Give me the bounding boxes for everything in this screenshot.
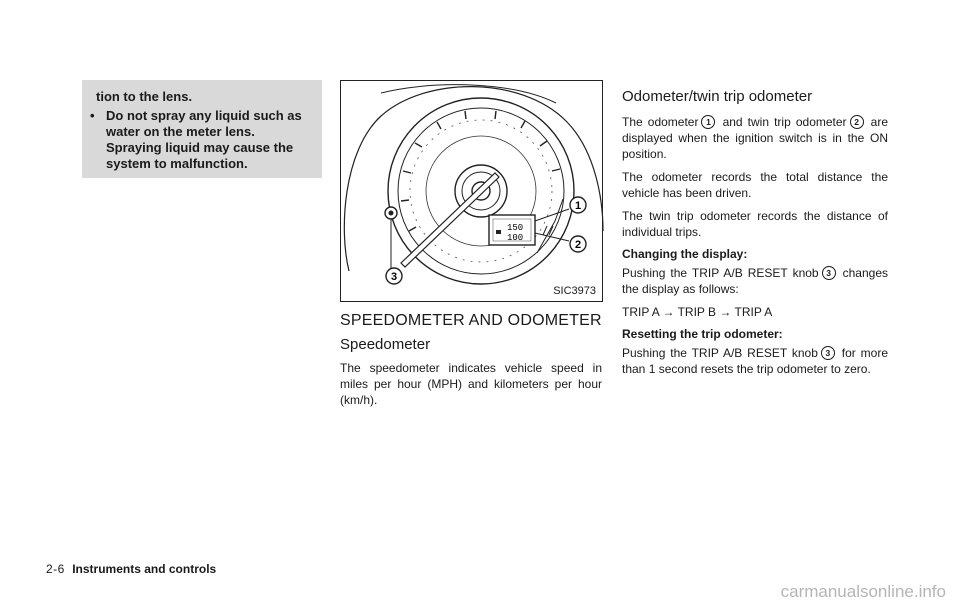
footer-section-name: Instruments and controls bbox=[72, 562, 217, 576]
display-line-2: 100 bbox=[507, 233, 524, 243]
callout-3-number: 3 bbox=[390, 271, 398, 283]
display-line-1: 150 bbox=[507, 223, 524, 233]
odometer-paragraph-5: Pushing the TRIP A/B RESET knob 3 for more than 1 second resets the trip odometer to zero. bbox=[622, 346, 888, 376]
caution-bullet bbox=[90, 108, 312, 172]
caution-box bbox=[82, 80, 322, 178]
section-title: SPEEDOMETER AND ODOMETER bbox=[340, 312, 602, 329]
callout-1-number: 1 bbox=[574, 200, 582, 212]
callout-2-number: 2 bbox=[574, 239, 582, 251]
odometer-body bbox=[622, 114, 888, 384]
speedometer-figure bbox=[340, 80, 603, 302]
callout-1-ref-icon: 1 bbox=[701, 115, 715, 129]
resetting-heading: Resetting the trip odometer: bbox=[622, 327, 783, 341]
callout-3-ref-icon: 3 bbox=[821, 346, 835, 360]
caution-continuation: tion to the lens. bbox=[96, 89, 193, 104]
page-footer bbox=[46, 562, 216, 576]
trip-sequence: TRIP A → TRIP B → TRIP A bbox=[622, 305, 773, 319]
speedometer-text: The speedometer indicates vehicle speed in miles per hour (MPH) and kilometers per hour (km/h). bbox=[340, 361, 602, 407]
bullet-icon: • bbox=[90, 108, 95, 123]
figure-code: SIC3973 bbox=[553, 285, 596, 297]
changing-display-heading: Changing the display: bbox=[622, 247, 748, 261]
speedometer-illustration bbox=[341, 81, 604, 303]
left-column bbox=[82, 0, 322, 178]
odometer-subtitle: Odometer/twin trip odometer bbox=[622, 88, 813, 105]
callout-3-ref-icon: 3 bbox=[822, 266, 836, 280]
watermark: carmanualsonline.info bbox=[780, 582, 946, 601]
page-number: 2-6 bbox=[46, 562, 65, 576]
odometer-paragraph-4: Pushing the TRIP A/B RESET knob 3 changes the display as follows: bbox=[622, 266, 888, 296]
odometer-paragraph-2: The odometer records the total distance the vehicle has been driven. bbox=[622, 170, 888, 200]
odometer-paragraph-1: The odometer 1 and twin trip odometer 2 are displayed when the ignition switch is in the ON position. bbox=[622, 115, 888, 161]
speedometer-subtitle: Speedometer bbox=[340, 336, 431, 353]
odometer-paragraph-3: The twin trip odometer records the distance of individual trips. bbox=[622, 209, 888, 239]
callout-2-ref-icon: 2 bbox=[850, 115, 864, 129]
caution-bullet-text: Do not spray any liquid such as water on the meter lens. Spraying liquid may cause the system to malfunction. bbox=[106, 108, 302, 171]
